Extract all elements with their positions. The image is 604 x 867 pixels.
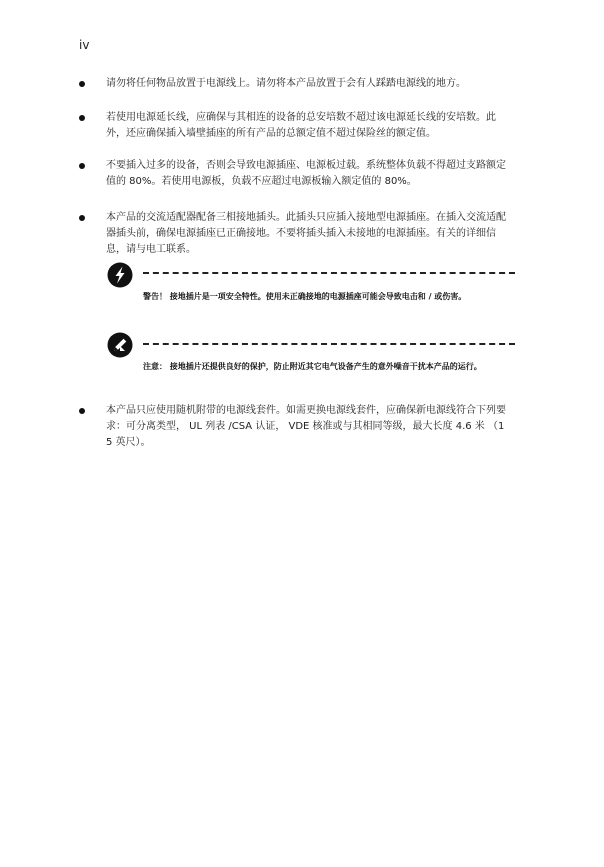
list-item-overload: 不要插入过多的设备，否则会导致电源插座、电源板过载。系统整体负载不得超过支路额定值的 80%。若使用电源板，负载不应超过电源板输入额定值的 80%。: [106, 160, 506, 187]
bullet-marker: [79, 81, 85, 87]
list-item-grounding-plug: 本产品的交流适配器配备三相接地插头。此插头只应插入接地型电源插座。在插入交流适配器插头前，确保电源插座已正确接地。不要将插头插入未接地的电源插座。有关的详细信息，请与电工联系。: [106, 212, 506, 255]
list-item-extension-cord: 若使用电源延长线，应确保与其相连的设备的总安培数不超过该电源延长线的安培数。此外，还应确保插入墙壁插座的所有产品的总额定值不超过保险丝的额定值。: [106, 112, 496, 139]
bullet-marker: [79, 115, 85, 121]
warning-divider: [143, 272, 515, 274]
note-divider: [143, 343, 515, 345]
list-item-power-cord-placement: 请勿将任何物品放置于电源线上。请勿将本产品放置于会有人踩踏电源线的地方。: [106, 78, 466, 89]
bullet-marker: [79, 215, 85, 221]
warning-text: 警告！ 接地插片是一项安全特性。使用未正确接地的电源插座可能会导致电击和 / 或伤害。: [143, 292, 467, 301]
lightning-warning-icon: [107, 262, 133, 288]
list-item-power-cord-set: 本产品只应使用随机附带的电源线套件。如需更换电源线套件，应确保新电源线符合下列要求：可分离类型， UL 列表 /CSA 认证， VDE 核准或与其相同等级，最大长度 4.6 米 （15 英尺）。: [106, 405, 506, 448]
note-text: 注意： 接地插片还提供良好的保护，防止附近其它电气设备产生的意外噪音干扰本产品的运行。: [143, 362, 482, 371]
page-number: iv: [79, 38, 90, 52]
bullet-marker: [79, 408, 85, 414]
note-pencil-icon: [107, 332, 133, 358]
bullet-marker: [79, 163, 85, 169]
